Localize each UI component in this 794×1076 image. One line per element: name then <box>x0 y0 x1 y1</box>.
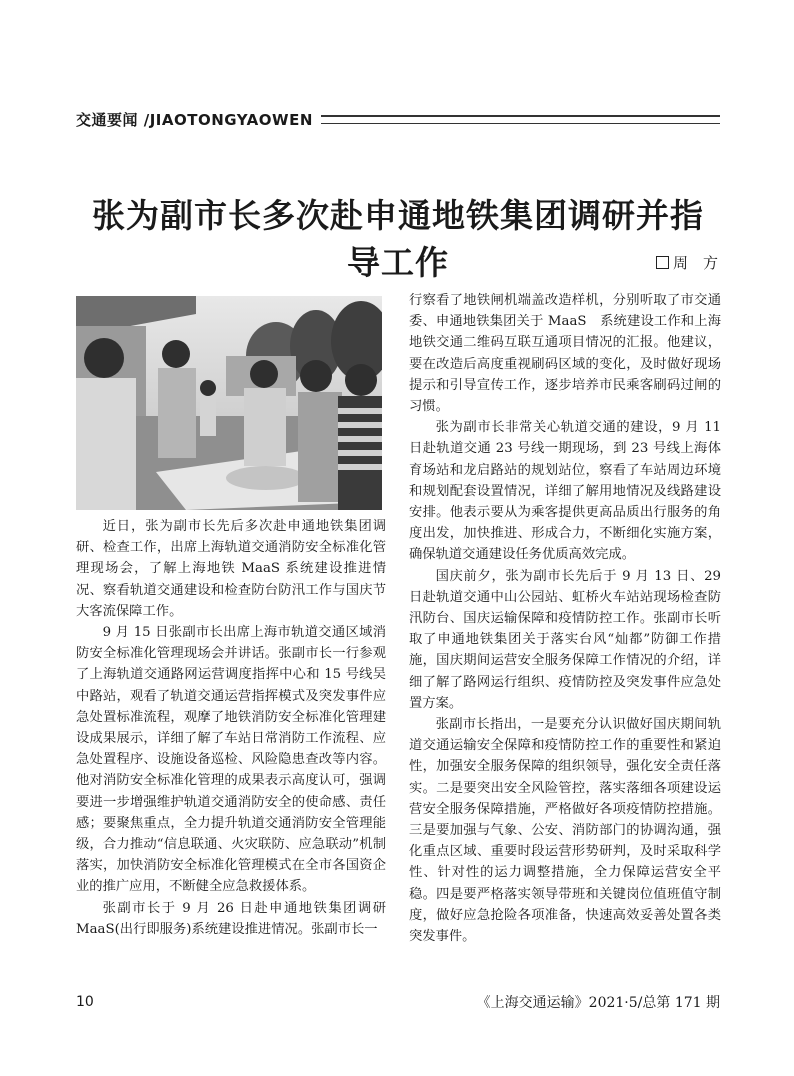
header-rule <box>321 115 720 124</box>
photo-illustration <box>76 296 382 510</box>
paragraph-fire-safety: 9 月 15 日张副市长出席上海市轨道交通区域消防安全标准化管理现场会并讲话。张副市长一行参观了上海轨道交通路网运营调度指挥中心和 15 号线吴中路站，观看了轨道交通运营指挥模式及突发事件应急处置标准流程，观摩了地铁消防安全标准化管理建设成果展示，详细了解了车站日常消防工作流程、应急处置程序、设施设备巡检、风险隐患查改等内容。他对消防安全标准化管理的成果表示高度认可，强调要进一步增强维护轨道交通消防安全的使命感、责任感；要聚焦重点，全力提升轨道交通消防安全管理能级，合力推动“信息联通、火灾联防、应急联动”机制落实，加快消防安全标准化管理模式在全市各国资企业的推广应用，不断健全应急救援体系。 <box>76 625 386 895</box>
journal-info: 《上海交通运输》2021·5/总第 171 期 <box>476 995 720 1011</box>
section-title: 交通要闻 /JIAOTONGYAOWEN <box>76 110 313 129</box>
paragraph-maas-continued: 行察看了地铁闸机端盖改造样机，分别听取了市交通委、申通地铁集团关于 MaaS 系统建设工作和上海地铁交通二维码互联互通项目情况的汇报。他建议，要在改造后高度重视刷码区域的变化，及时做好现场提示和引导宣传工作，逐步培养市民乘客刷码过闸的习惯。 <box>409 293 721 415</box>
paragraph-intro: 近日，张为副市长先后多次赴申通地铁集团调研、检查工作，出席上海轨道交通消防安全标准化管理现场会，了解上海地铁 MaaS 系统建设推进情况、察看轨道交通建设和检查防台防汛工作与国庆节大客流保障工作。 <box>76 519 386 619</box>
author-name: 周 方 <box>672 254 718 272</box>
paragraph-national-day: 国庆前夕，张为副市长先后于 9 月 13 日、29 日赴轨道交通中山公园站、虹桥火车站站现场检查防汛防台、国庆运输保障和疫情防控工作。张副市长听取了申通地铁集团关于落实台风“灿都”防御工作措施，国庆期间运营安全服务保障工作情况的介绍，详细了解了路网运行组织、疫情防控及突发事件应急处置方案。 <box>409 568 721 711</box>
page-number: 10 <box>76 994 94 1010</box>
left-column <box>76 516 386 940</box>
article-photo <box>76 296 382 510</box>
article-title: 张为副市长多次赴申通地铁集团调研并指导工作 <box>92 196 704 282</box>
section-header <box>76 108 720 130</box>
author-box-icon <box>656 256 669 269</box>
author-line <box>656 252 718 273</box>
paragraph-instructions: 张副市长指出，一是要充分认识做好国庆期间轨道交通运输安全保障和疫情防控工作的重要性和紧迫性，加强安全服务保障的组织领导，强化安全责任落实。二是要突出安全风险管控，落实落细各项建设运营安全服务保障措施，严格做好各项疫情防控措施。三是要加强与气象、公安、消防部门的协调沟通，强化重点区域、重要时段运营形势研判，及时采取科学性、针对性的运力调整措施，全力保障运营安全平稳。四是要严格落实领导带班和关键岗位值班值守制度，做好应急抢险各项准备，快速高效妥善处置各类突发事件。 <box>409 717 721 945</box>
paragraph-line23: 张为副市长非常关心轨道交通的建设，9 月 11 日赴轨道交通 23 号线一期现场，到 23 号线上海体育场站和龙启路站的规划站位，察看了车站周边环境和规划配套设置情况，详细了解用地情况及线路建设安排。他表示要从为乘客提供更高品质出行服务的角度出发，加快推进、形成合力，不断细化实施方案，确保轨道交通建设任务优质高效完成。 <box>409 420 721 563</box>
paragraph-maas: 张副市长于 9 月 26 日赴申通地铁集团调研 MaaS(出行即服务)系统建设推进情况。张副市长一 <box>76 900 386 937</box>
right-column <box>409 290 721 947</box>
